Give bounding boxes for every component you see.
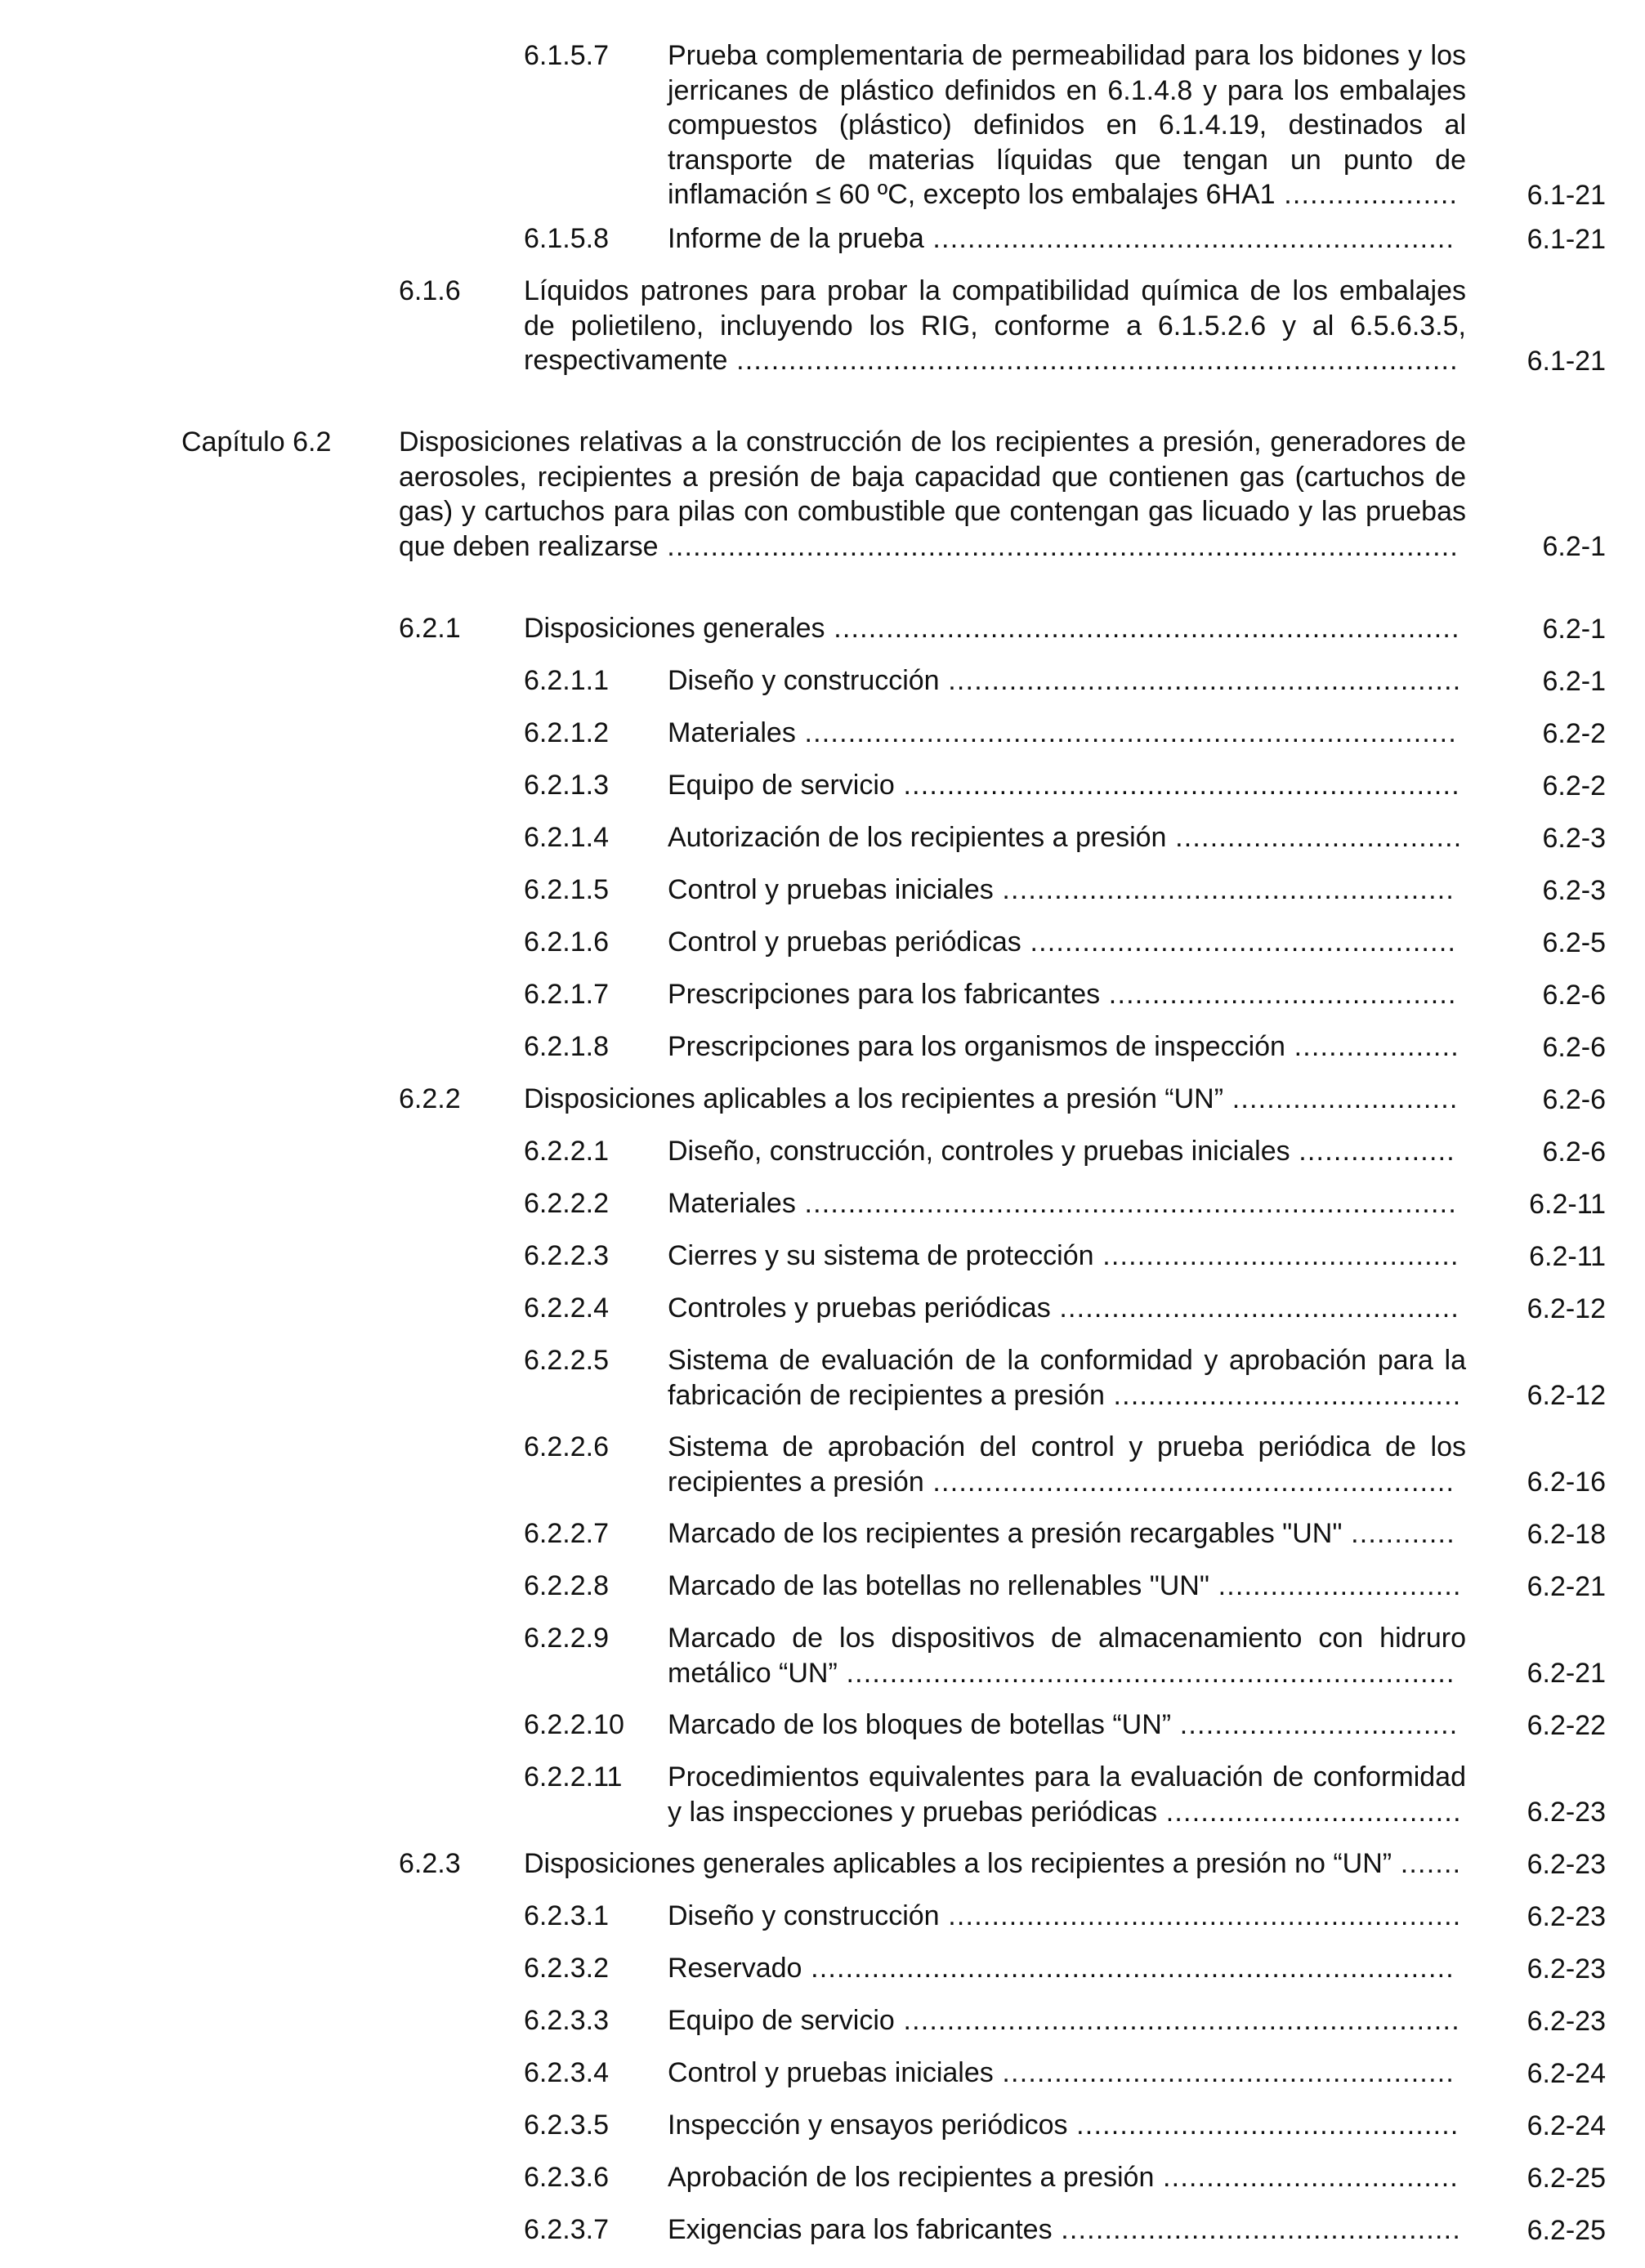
leader-dots: ................................. xyxy=(1166,822,1463,853)
toc-entry-6-2-1-8[interactable] xyxy=(0,1029,1645,1065)
leader-dots: ................................................. xyxy=(1021,926,1457,958)
leader-dots: .................................. xyxy=(1154,2162,1459,2193)
page-number: 6.2-2 xyxy=(1542,717,1606,749)
section-title: Control y pruebas iniciales .................................................... xyxy=(668,2057,1455,2088)
section-title: Inspección y ensayos periódicos ............................................ xyxy=(668,2110,1459,2141)
section-number: 6.2.2.4 xyxy=(524,1292,609,1324)
section-number: 6.1.6 xyxy=(399,275,461,306)
toc-entry-6-2-3-5[interactable] xyxy=(0,2108,1645,2143)
toc-entry-6-2-2-3[interactable] xyxy=(0,1239,1645,1274)
page-number: 6.2-2 xyxy=(1542,770,1606,801)
toc-entry-6-2-3-4[interactable] xyxy=(0,2056,1645,2091)
section-title: Materiales ........................................................................... xyxy=(668,717,1457,748)
toc-entry-6-1-5-8[interactable] xyxy=(0,221,1645,257)
toc-entry-6-2-2[interactable] xyxy=(0,1082,1645,1117)
leader-dots: .................. xyxy=(1290,1136,1455,1167)
page-number: 6.2-23 xyxy=(1527,2005,1606,2037)
section-title: Disposiciones aplicables a los recipientes a presión “UN” .......................... xyxy=(524,1083,1459,1114)
section-title: Líquidos patrones para probar la compatibilidad química de los embalajes de polietileno, incluyendo los RIG, conforme a 6.1.5.2.6 y al 6.5.6.3.5, respectivamente ................................................................................... xyxy=(524,275,1466,376)
page-number: 6.2-22 xyxy=(1527,1709,1606,1741)
section-title: Prescripciones para los organismos de inspección ................... xyxy=(668,1031,1459,1062)
leader-dots: .............................................. xyxy=(1052,2214,1461,2245)
page-number: 6.2-21 xyxy=(1527,1570,1606,1602)
toc-entry-6-2-1-4[interactable] xyxy=(0,820,1645,855)
toc-entry-6-2-2-7[interactable] xyxy=(0,1516,1645,1551)
page-number: 6.2-25 xyxy=(1527,2162,1606,2194)
section-title: Marcado de los bloques de botellas “UN” ................................ xyxy=(668,1709,1459,1740)
leader-dots: ........................................................... xyxy=(939,1900,1462,1931)
leader-dots: ................................ xyxy=(1171,1709,1459,1740)
leader-dots: ....... xyxy=(1392,1848,1462,1879)
section-number: 6.2.2.7 xyxy=(524,1518,609,1549)
toc-entry-6-2-2-1[interactable] xyxy=(0,1134,1645,1169)
section-title: Materiales ........................................................................... xyxy=(668,1188,1457,1219)
section-number: 6.2.1.4 xyxy=(524,822,609,853)
leader-dots: ........................................................................................... xyxy=(658,530,1459,562)
toc-entry-6-2-1[interactable] xyxy=(0,611,1645,646)
leader-dots: .......................................................................... xyxy=(802,1953,1455,1984)
section-number: 6.2.2.10 xyxy=(524,1709,624,1740)
section-number: 6.2.3.7 xyxy=(524,2214,609,2245)
toc-entry-6-2-2-4[interactable] xyxy=(0,1291,1645,1326)
toc-entry-6-1-5-7[interactable] xyxy=(0,38,1645,212)
section-title: Control y pruebas iniciales .................................................... xyxy=(668,874,1455,905)
leader-dots: ........................................ xyxy=(1104,1379,1462,1411)
toc-entry-6-2-2-6[interactable] xyxy=(0,1430,1645,1499)
page-number: 6.2-24 xyxy=(1527,2057,1606,2089)
section-number: 6.1.5.8 xyxy=(524,223,609,254)
toc-entry-6-2-1-6[interactable] xyxy=(0,925,1645,960)
leader-dots: ........................................................................... xyxy=(795,717,1457,748)
page-number: 6.2-3 xyxy=(1542,822,1606,854)
page-number: 6.2-12 xyxy=(1527,1379,1606,1411)
section-number: 6.2.1.6 xyxy=(524,926,609,958)
section-number: 6.2.1.5 xyxy=(524,874,609,905)
leader-dots: .................... xyxy=(1275,179,1459,210)
page-number: 6.1-21 xyxy=(1527,223,1606,255)
leader-dots: .......................... xyxy=(1223,1083,1459,1114)
page-number: 6.2-12 xyxy=(1527,1292,1606,1324)
chapter-number: Capítulo 6.2 xyxy=(181,426,332,458)
section-title: Procedimientos equivalentes para la evaluación de conformidad y las inspecciones y pruebas periódicas .................................. xyxy=(668,1761,1466,1828)
section-title: Equipo de servicio ................................................................ xyxy=(668,2005,1460,2036)
leader-dots: ........................................................... xyxy=(939,665,1462,696)
leader-dots: ........................................................................ xyxy=(825,613,1460,644)
section-title: Control y pruebas periódicas ................................................. xyxy=(668,926,1457,958)
page-number: 6.2-1 xyxy=(1542,530,1606,562)
section-number: 6.2.3.3 xyxy=(524,2005,609,2036)
section-number: 6.2.1.3 xyxy=(524,770,609,801)
section-number: 6.2.1.1 xyxy=(524,665,609,696)
section-number: 6.2.1.2 xyxy=(524,717,609,748)
toc-entry-6-2-1-3[interactable] xyxy=(0,768,1645,803)
section-number: 6.2.3 xyxy=(399,1848,461,1879)
section-title: Equipo de servicio ................................................................ xyxy=(668,770,1460,801)
toc-entry-6-2-2-11[interactable] xyxy=(0,1760,1645,1829)
toc-entry-6-2-3[interactable] xyxy=(0,1846,1645,1882)
section-number: 6.2.2.5 xyxy=(524,1345,609,1376)
toc-entry-6-2-1-7[interactable] xyxy=(0,977,1645,1012)
chapter-title: Disposiciones relativas a la construcción de los recipientes a presión, generadores de aerosoles, recipientes a presión de baja capacidad que contienen gas (cartuchos de gas) y cartuchos para pilas con combustible que contengan gas licuado y las pruebas que deben realizarse ........................................................................................... xyxy=(399,426,1466,562)
section-title: Exigencias para los fabricantes .............................................. xyxy=(668,2214,1461,2245)
section-number: 6.2.2 xyxy=(399,1083,461,1114)
toc-entry-6-2-1-1[interactable] xyxy=(0,663,1645,699)
toc-entry-6-2-2-5[interactable] xyxy=(0,1343,1645,1413)
page-number: 6.1-21 xyxy=(1527,345,1606,377)
leader-dots: ................................................................ xyxy=(894,2005,1460,2036)
leader-dots: .................................................... xyxy=(993,2057,1455,2088)
leader-dots: ......................................... xyxy=(1093,1240,1459,1271)
toc-entry-6-2-2-8[interactable] xyxy=(0,1569,1645,1604)
section-number: 6.1.5.7 xyxy=(524,40,609,71)
section-title: Sistema de evaluación de la conformidad y aprobación para la fabricación de recipientes a presión ........................................ xyxy=(668,1345,1466,1411)
toc-entry-6-2-2-2[interactable] xyxy=(0,1186,1645,1221)
section-number: 6.2.3.4 xyxy=(524,2057,609,2088)
leader-dots: ................................................................ xyxy=(894,770,1460,801)
leader-dots: ................... xyxy=(1285,1031,1459,1062)
page-number: 6.2-6 xyxy=(1542,1031,1606,1063)
page-number: 6.2-23 xyxy=(1527,1848,1606,1880)
page-number: 6.2-3 xyxy=(1542,874,1606,906)
page-number: 6.2-1 xyxy=(1542,613,1606,645)
section-title: Disposiciones generales ........................................................................ xyxy=(524,613,1460,644)
leader-dots: ...................................................................... xyxy=(837,1657,1455,1689)
section-number: 6.2.3.5 xyxy=(524,2110,609,2141)
leader-dots: .................................. xyxy=(1157,1796,1462,1828)
leader-dots: ............................ xyxy=(1209,1570,1462,1601)
section-title: Reservado .......................................................................... xyxy=(668,1953,1455,1984)
page-number: 6.2-6 xyxy=(1542,1136,1606,1167)
leader-dots: ............................................................ xyxy=(923,223,1455,254)
toc-entry-6-2-3-1[interactable] xyxy=(0,1899,1645,1934)
toc-entry-6-2-3-2[interactable] xyxy=(0,1951,1645,1986)
toc-entry-6-2-3-3[interactable] xyxy=(0,2003,1645,2038)
page-number: 6.2-18 xyxy=(1527,1518,1606,1550)
section-number: 6.2.1.7 xyxy=(524,979,609,1010)
leader-dots: .............................................. xyxy=(1050,1292,1460,1324)
section-number: 6.2.2.3 xyxy=(524,1240,609,1271)
section-title: Diseño, construcción, controles y pruebas iniciales .................. xyxy=(668,1136,1455,1167)
section-title: Prueba complementaria de permeabilidad para los bidones y los jerricanes de plástico definidos en 6.1.4.8 y para los embalajes compuestos (plástico) definidos en 6.1.4.19, destinados al transporte de materias líquidas que tengan un punto de inflamación ≤ 60 ºC, excepto los embalajes 6HA1 .................... xyxy=(668,40,1466,210)
section-number: 6.2.1.8 xyxy=(524,1031,609,1062)
toc-entry-6-2-2-10[interactable] xyxy=(0,1708,1645,1743)
page-number: 6.2-25 xyxy=(1527,2214,1606,2246)
section-title: Marcado de los recipientes a presión recargables "UN" ............ xyxy=(668,1518,1455,1549)
section-title: Aprobación de los recipientes a presión .................................. xyxy=(668,2162,1459,2193)
leader-dots: ........................................ xyxy=(1100,979,1457,1010)
toc-entry-6-2-3-7[interactable] xyxy=(0,2212,1645,2248)
page-number: 6.2-11 xyxy=(1529,1188,1606,1220)
section-number: 6.2.3.2 xyxy=(524,1953,609,1984)
leader-dots: ............................................................ xyxy=(923,1466,1455,1498)
section-number: 6.2.2.11 xyxy=(524,1761,623,1793)
page-number: 6.2-5 xyxy=(1542,926,1606,958)
leader-dots: ................................................................................... xyxy=(727,345,1459,376)
toc-entry-6-1-6[interactable] xyxy=(0,274,1645,378)
page-number: 6.2-16 xyxy=(1527,1466,1606,1498)
section-number: 6.2.2.6 xyxy=(524,1431,609,1462)
page-number: 6.2-23 xyxy=(1527,1900,1606,1932)
page-number: 6.2-21 xyxy=(1527,1657,1606,1689)
page-number: 6.2-23 xyxy=(1527,1796,1606,1828)
section-number: 6.2.3.6 xyxy=(524,2162,609,2193)
section-title: Prescripciones para los fabricantes ........................................ xyxy=(668,979,1457,1010)
leader-dots: .................................................... xyxy=(993,874,1455,905)
section-number: 6.2.2.2 xyxy=(524,1188,609,1219)
toc-entry-6-2-1-5[interactable] xyxy=(0,873,1645,908)
section-title: Disposiciones generales aplicables a los recipientes a presión no “UN” ....... xyxy=(524,1848,1462,1879)
toc-entry-chapter-6-2[interactable] xyxy=(0,425,1645,564)
section-title: Controles y pruebas periódicas .............................................. xyxy=(668,1292,1460,1324)
page-number: 6.2-6 xyxy=(1542,979,1606,1011)
section-title: Cierres y su sistema de protección ......................................... xyxy=(668,1240,1459,1271)
page-number: 6.2-24 xyxy=(1527,2110,1606,2141)
section-number: 6.2.1 xyxy=(399,613,461,644)
toc-entry-6-2-1-2[interactable] xyxy=(0,716,1645,751)
leader-dots: ........................................................................... xyxy=(795,1188,1457,1219)
section-number: 6.2.2.1 xyxy=(524,1136,609,1167)
section-title: Autorización de los recipientes a presión ................................. xyxy=(668,822,1463,853)
page-number: 6.2-23 xyxy=(1527,1953,1606,1984)
section-number: 6.2.2.8 xyxy=(524,1570,609,1601)
section-title: Marcado de las botellas no rellenables "UN" ............................ xyxy=(668,1570,1462,1601)
page-number: 6.2-1 xyxy=(1542,665,1606,697)
leader-dots: ............ xyxy=(1342,1518,1455,1549)
page-number: 6.2-6 xyxy=(1542,1083,1606,1115)
section-title: Diseño y construcción ........................................................... xyxy=(668,665,1462,696)
page-number: 6.1-21 xyxy=(1527,179,1606,211)
section-title: Informe de la prueba ............................................................ xyxy=(668,223,1455,254)
section-title: Diseño y construcción ........................................................... xyxy=(668,1900,1462,1931)
leader-dots: ............................................ xyxy=(1067,2110,1459,2141)
toc-entry-6-2-3-6[interactable] xyxy=(0,2160,1645,2195)
section-title: Sistema de aprobación del control y prueba periódica de los recipientes a presión ............................................................ xyxy=(668,1431,1466,1498)
section-number: 6.2.3.1 xyxy=(524,1900,609,1931)
toc-entry-6-2-2-9[interactable] xyxy=(0,1621,1645,1690)
section-number: 6.2.2.9 xyxy=(524,1623,609,1654)
page-number: 6.2-11 xyxy=(1529,1240,1606,1272)
section-title: Marcado de los dispositivos de almacenamiento con hidruro metálico “UN” ...................................................................... xyxy=(668,1623,1466,1689)
